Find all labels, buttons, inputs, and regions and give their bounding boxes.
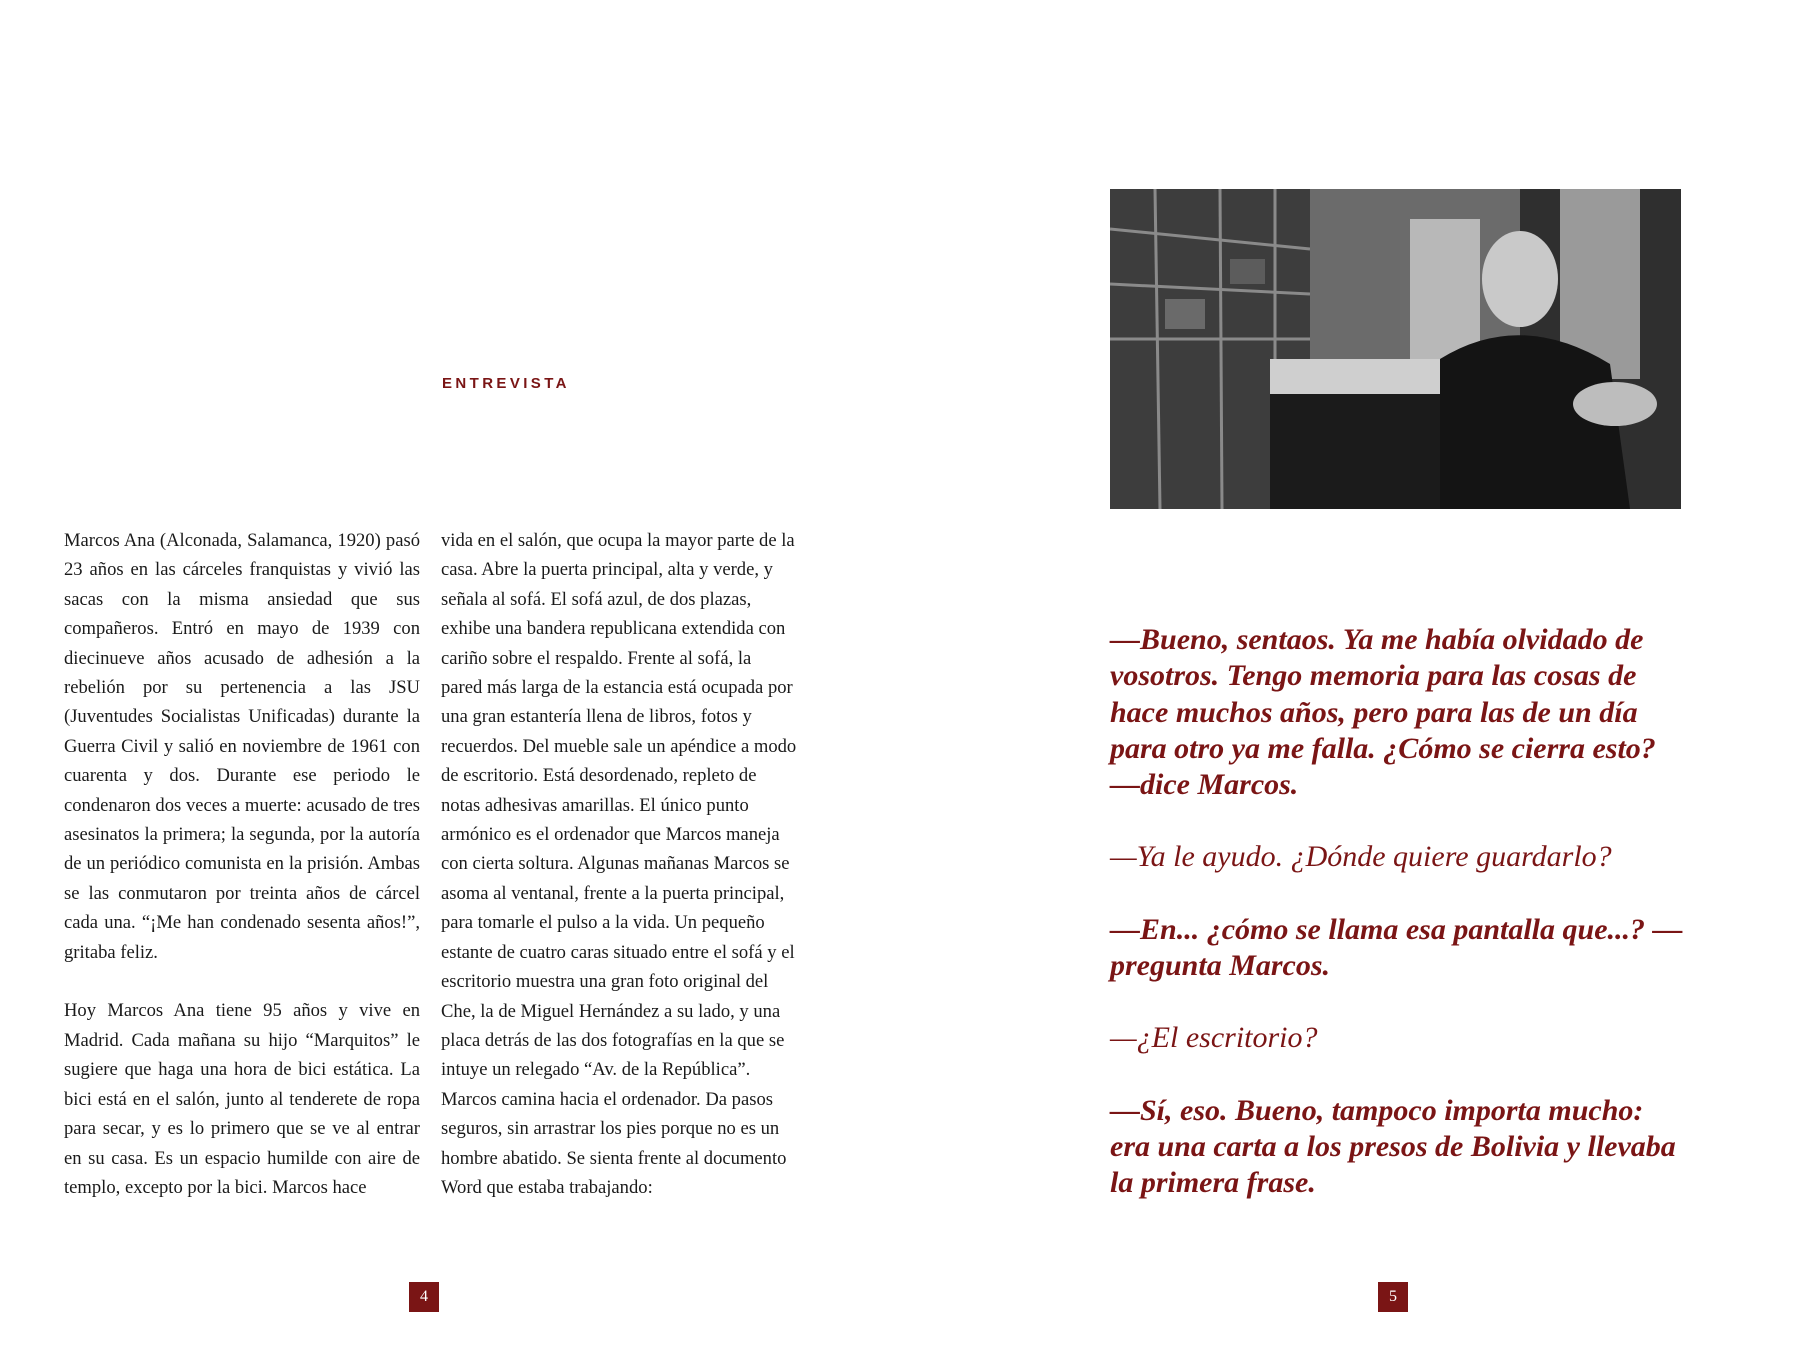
right-page bbox=[905, 0, 1810, 1358]
article-paragraph: Hoy Marcos Ana tiene 95 años y vive en Madrid. Cada mañana su hijo “Marquitos” le sugiere que haga una hora de bici estática. La bici está en el salón, junto al tenderete de ropa para secar, y es lo primero que se ve al entrar en su casa. Es un espacio humilde con aire de templo, excepto por la bici. Marcos hace bbox=[64, 1000, 420, 1198]
article-column-left bbox=[64, 526, 420, 1202]
interview-photo bbox=[1110, 189, 1681, 509]
dialogue-line-marcos: —Bueno, sentaos. Ya me había olvidado de vosotros. Tengo memoria para las cosas de hace muchos años, pero para las de un día para otro ya me falla. ¿Cómo se cierra esto? —dice Marcos. bbox=[1110, 623, 1656, 802]
page-number-left: 4 bbox=[409, 1282, 439, 1312]
dialogue-line-marcos: —En... ¿cómo se llama esa pantalla que...? —pregunta Marcos. bbox=[1110, 912, 1683, 983]
article-paragraph: vida en el salón, que ocupa la mayor parte de la casa. Abre la puerta principal, alta y verde, y señala al sofá. El sofá azul, de dos plazas, exhibe una bandera republicana extendida con cariño sobre el respaldo. Frente al sofá, la pared más larga de la estancia está ocupada por una gran estantería llena de libros, fotos y recuerdos. Del mueble sale un apéndice a modo de escritorio. Está desordenado, repleto de notas adhesivas amarillas. El único punto armónico es el ordenador que Marcos maneja con cierta soltura. Algunas mañanas Marcos se asoma al ventanal, frente a la puerta principal, para tomarle el pulso a la vida. Un pequeño estante de cuatro caras situado entre el sofá y el escritorio muestra una gran foto original del Che, la de Miguel Hernández a su lado, y una placa detrás de las dos fotografías en la que se intuye un relegado “Av. de la República”. bbox=[441, 530, 797, 1081]
photo-illustration bbox=[1110, 189, 1681, 509]
dialogue-line-marcos: —Sí, eso. Bueno, tampoco importa mucho: era una carta a los presos de Bolivia y llevaba la primera frase. bbox=[1110, 1093, 1676, 1200]
article-paragraph: Marcos Ana (Alconada, Salamanca, 1920) pasó 23 años en las cárceles franquistas y vivió las sacas con la misma ansiedad que sus compañeros. Entró en mayo de 1939 con diecinueve años acusado de adhesión a la rebelión por su pertenencia a las JSU (Juventudes Socialistas Unificadas) durante la Guerra Civil y salió en noviembre de 1961 con cuarenta y dos. Durante ese periodo le condenaron dos veces a muerte: acusado de tres asesinatos la primera; la segunda, por la autoría de un periódico comunista en la prisión. Ambas se las conmutaron por treinta años de cárcel cada una. “¡Me han condenado sesenta años!”, gritaba feliz. bbox=[64, 530, 420, 963]
interview-dialogue bbox=[1110, 622, 1690, 1238]
page-number-right: 5 bbox=[1378, 1282, 1408, 1312]
section-label: ENTREVISTA bbox=[442, 375, 570, 392]
article-paragraph: Marcos camina hacia el ordenador. Da pasos seguros, sin arrastrar los pies porque no es un hombre abatido. Se sienta frente al documento Word que estaba trabajando: bbox=[441, 1088, 787, 1198]
dialogue-line-interviewer: —¿El escritorio? bbox=[1110, 1021, 1318, 1055]
dialogue-line-interviewer: —Ya le ayudo. ¿Dónde quiere guardarlo? bbox=[1110, 840, 1612, 874]
article-column-right bbox=[441, 526, 797, 1202]
